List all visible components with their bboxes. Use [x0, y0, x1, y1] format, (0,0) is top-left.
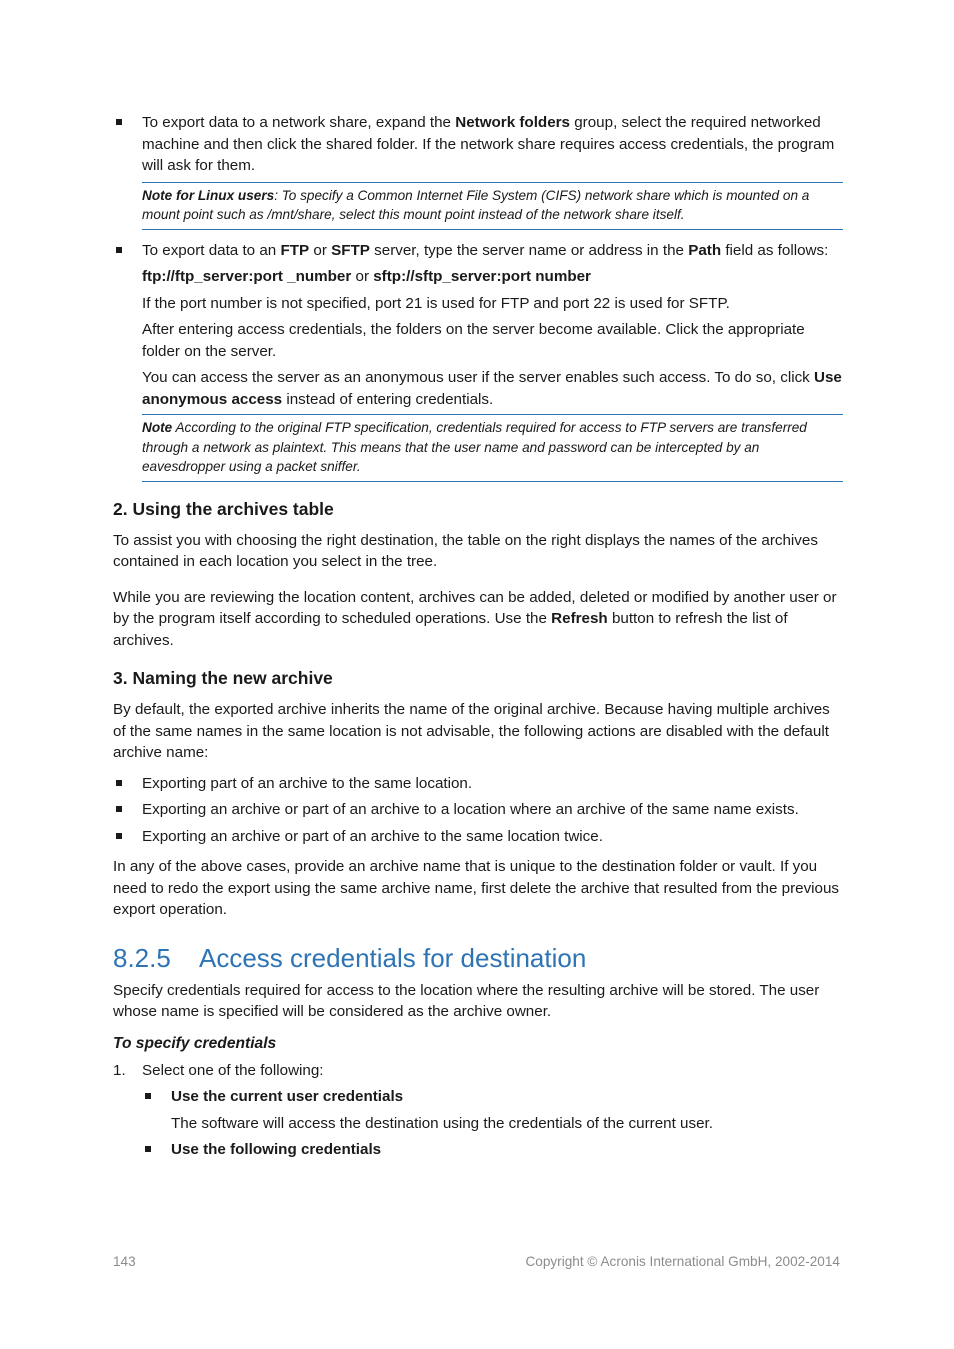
option-label: Use the current user credentials — [171, 1088, 404, 1105]
bullet-square-icon — [116, 247, 122, 253]
note-label: Note — [142, 420, 173, 435]
ftp-anonymous-text: You can access the server as an anonymous user if the server enables such access. To do so, click Use anonymous access instead of entering credentials. — [142, 369, 842, 408]
document-body — [113, 112, 843, 1161]
bullet-square-icon — [116, 806, 122, 812]
ftp-port-text: If the port number is not specified, port 21 is used for FTP and port 22 is used for SFTP. — [142, 294, 730, 312]
option-current-user-desc: The software will access the destination using the credentials of the current user. — [171, 1114, 713, 1132]
naming-para1: By default, the exported archive inherits the name of the original archive. Because having multiple archives of the same names in the same location is not advisable, the following actions are disabled with the default archive name: — [113, 701, 830, 761]
step-text: Select one of the following: — [142, 1061, 324, 1079]
list-item: Exporting part of an archive to the same location. — [113, 773, 843, 795]
bullet-network-share — [113, 112, 843, 177]
procedure-title: To specify credentials — [113, 1034, 277, 1052]
ftp-folders-text: After entering access credentials, the folders on the server become available. Click the appropriate folder on the server. — [142, 321, 805, 360]
bullet-square-icon — [116, 833, 122, 839]
ftp-syntax: ftp://ftp_server:port _number or sftp://sftp_server:port number — [142, 268, 591, 285]
credentials-intro: Specify credentials required for access to the location where the resulting archive will be stored. The user whose name is specified will be considered as the archive owner. — [113, 981, 820, 1020]
page-footer — [113, 1251, 840, 1273]
note-linux-users — [142, 182, 843, 230]
section-heading-8-2-5 — [113, 941, 843, 975]
bullet-ftp — [113, 240, 843, 262]
bullet-square-icon — [145, 1093, 151, 1099]
bullet-square-icon — [116, 780, 122, 786]
option-following-credentials — [113, 1139, 843, 1161]
note-text: : To specify a Common Internet File System (CIFS) network share which is mounted on a mount point such as /mnt/share, select this mount point instead of the network share itself. — [142, 187, 810, 222]
option-current-user — [113, 1086, 843, 1108]
section-title: Access credentials for destination — [199, 942, 587, 973]
bullet-square-icon — [116, 119, 122, 125]
note-label: Note for Linux users — [142, 187, 275, 203]
step-number: 1. — [113, 1061, 126, 1079]
note-text: According to the original FTP specification, credentials required for access to FTP servers are transferred through a network as plaintext. This means that the user name and password can be intercepted by an eavesdropper using a packet sniffer. — [142, 420, 807, 474]
copyright: Copyright © Acronis International GmbH, 2002-2014 — [525, 1254, 840, 1269]
option-label: Use the following credentials — [171, 1141, 382, 1158]
section-heading-naming: 3. Naming the new archive — [113, 668, 333, 688]
naming-para2: In any of the above cases, provide an archive name that is unique to the destination folder or vault. If you need to redo the export using the same archive name, first delete the archive that resulted from the previous export operation. — [113, 858, 840, 918]
page-number: 143 — [113, 1254, 136, 1269]
bullet-square-icon — [145, 1146, 151, 1152]
list-item: Exporting an archive or part of an archive to a location where an archive of the same name exists. — [113, 799, 843, 821]
bullet-network-text: To export data to a network share, expand the Network folders group, select the required networked machine and then click the shared folder. If the network share requires access credentials, the program will ask for them. — [142, 114, 835, 174]
section-number: 8.2.5 — [113, 942, 171, 973]
bullet-ftp-text: To export data to an FTP or SFTP server, type the server name or address in the Path field as follows: — [142, 241, 829, 259]
step-1 — [113, 1060, 843, 1082]
list-item: Exporting an archive or part of an archive to the same location twice. — [113, 826, 843, 848]
archives-table-para1: To assist you with choosing the right destination, the table on the right displays the names of the archives contained in each location you select in the tree. — [113, 531, 818, 570]
section-heading-archives-table: 2. Using the archives table — [113, 498, 334, 519]
note-ftp-plaintext — [142, 414, 843, 482]
archives-table-para2: While you are reviewing the location content, archives can be added, deleted or modified by another user or by the program itself according to scheduled operations. Use the Refresh button to refresh the list of archives. — [113, 588, 837, 649]
